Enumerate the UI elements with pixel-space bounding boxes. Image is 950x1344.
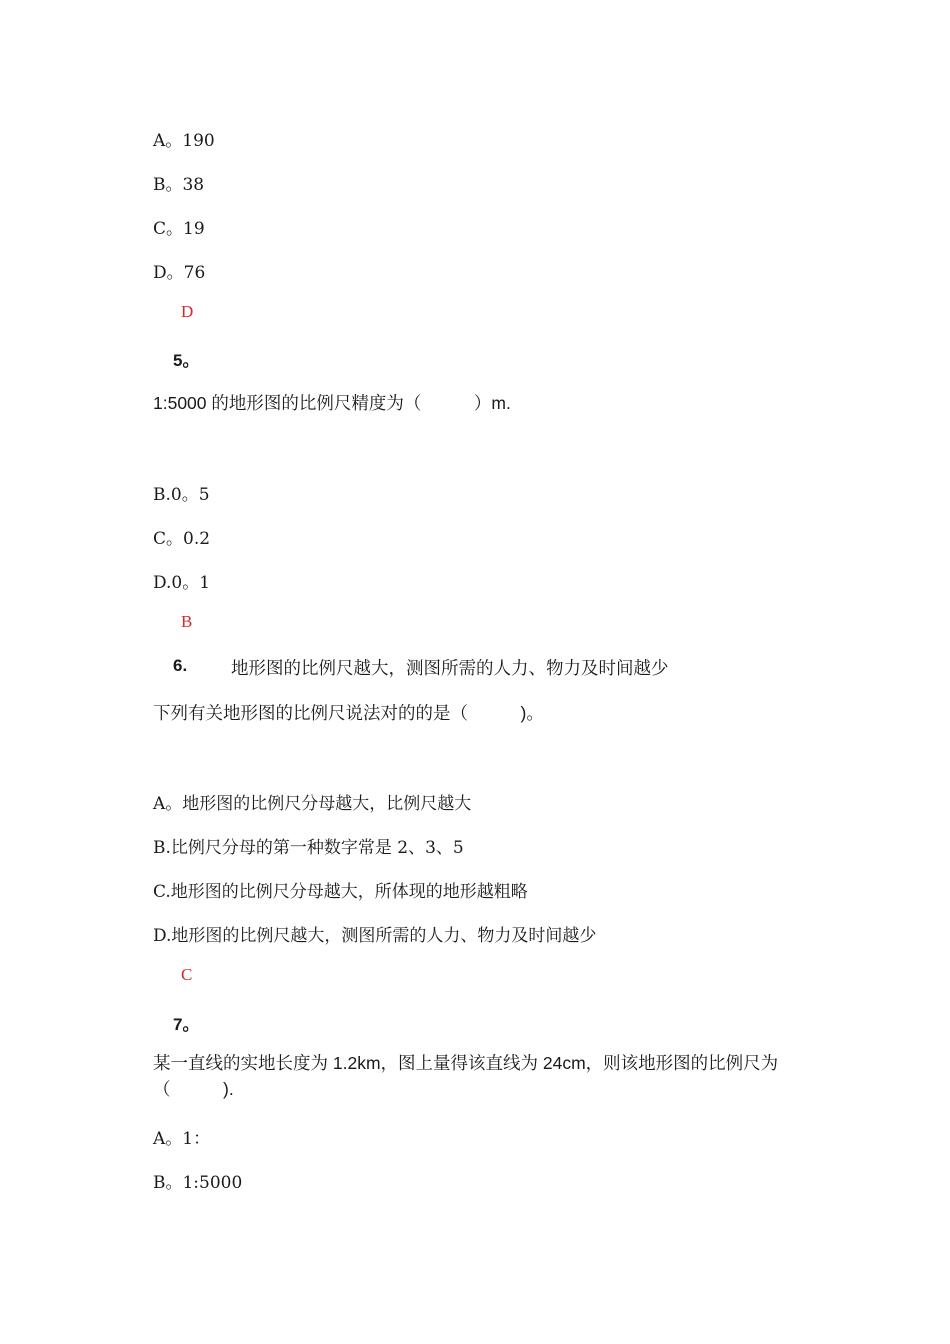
q4-option-b: B。38 xyxy=(153,175,205,195)
q6-option-b: B.比例尺分母的第一种数字常是 2、3、5 xyxy=(153,838,464,858)
q4-answer: D xyxy=(181,302,194,321)
q4-option-d: D。76 xyxy=(153,263,206,283)
q6-answer: C xyxy=(181,965,193,984)
q6-option-a: A。地形图的比例尺分母越大，比例尺越大 xyxy=(153,794,472,814)
q7-option-b: B。1:5000 xyxy=(153,1173,243,1193)
q6-option-c: C.地形图的比例尺分母越大，所体现的地形越粗略 xyxy=(153,882,528,902)
q6-number: 6. xyxy=(173,656,188,675)
q7-number: 7。 xyxy=(173,1015,200,1034)
q5-stem: 1:5000 的地形图的比例尺精度为（ ）m. xyxy=(153,393,511,413)
q5-option-d: D.0。1 xyxy=(153,573,211,593)
q4-option-c: C。19 xyxy=(153,219,205,239)
q5-number: 5。 xyxy=(173,351,200,370)
q5-option-b: B.0。5 xyxy=(153,485,210,505)
q7-stem: 某一直线的实地长度为 1.2km，图上量得该直线为 24cm，则该地形图的比例尺为（ ). xyxy=(153,1053,779,1099)
q6-heading: 地形图的比例尺越大，测图所需的人力、物力及时间越少 xyxy=(231,658,669,678)
q6-stem: 下列有关地形图的比例尺说法对的的是（ )。 xyxy=(153,703,544,723)
q4-option-a: A。190 xyxy=(153,131,215,151)
q6-option-d: D.地形图的比例尺越大，测图所需的人力、物力及时间越少 xyxy=(153,926,597,946)
q5-option-c: C。0.2 xyxy=(153,529,211,549)
q5-answer: B xyxy=(181,612,193,631)
q7-option-a: A。1： xyxy=(153,1129,211,1149)
